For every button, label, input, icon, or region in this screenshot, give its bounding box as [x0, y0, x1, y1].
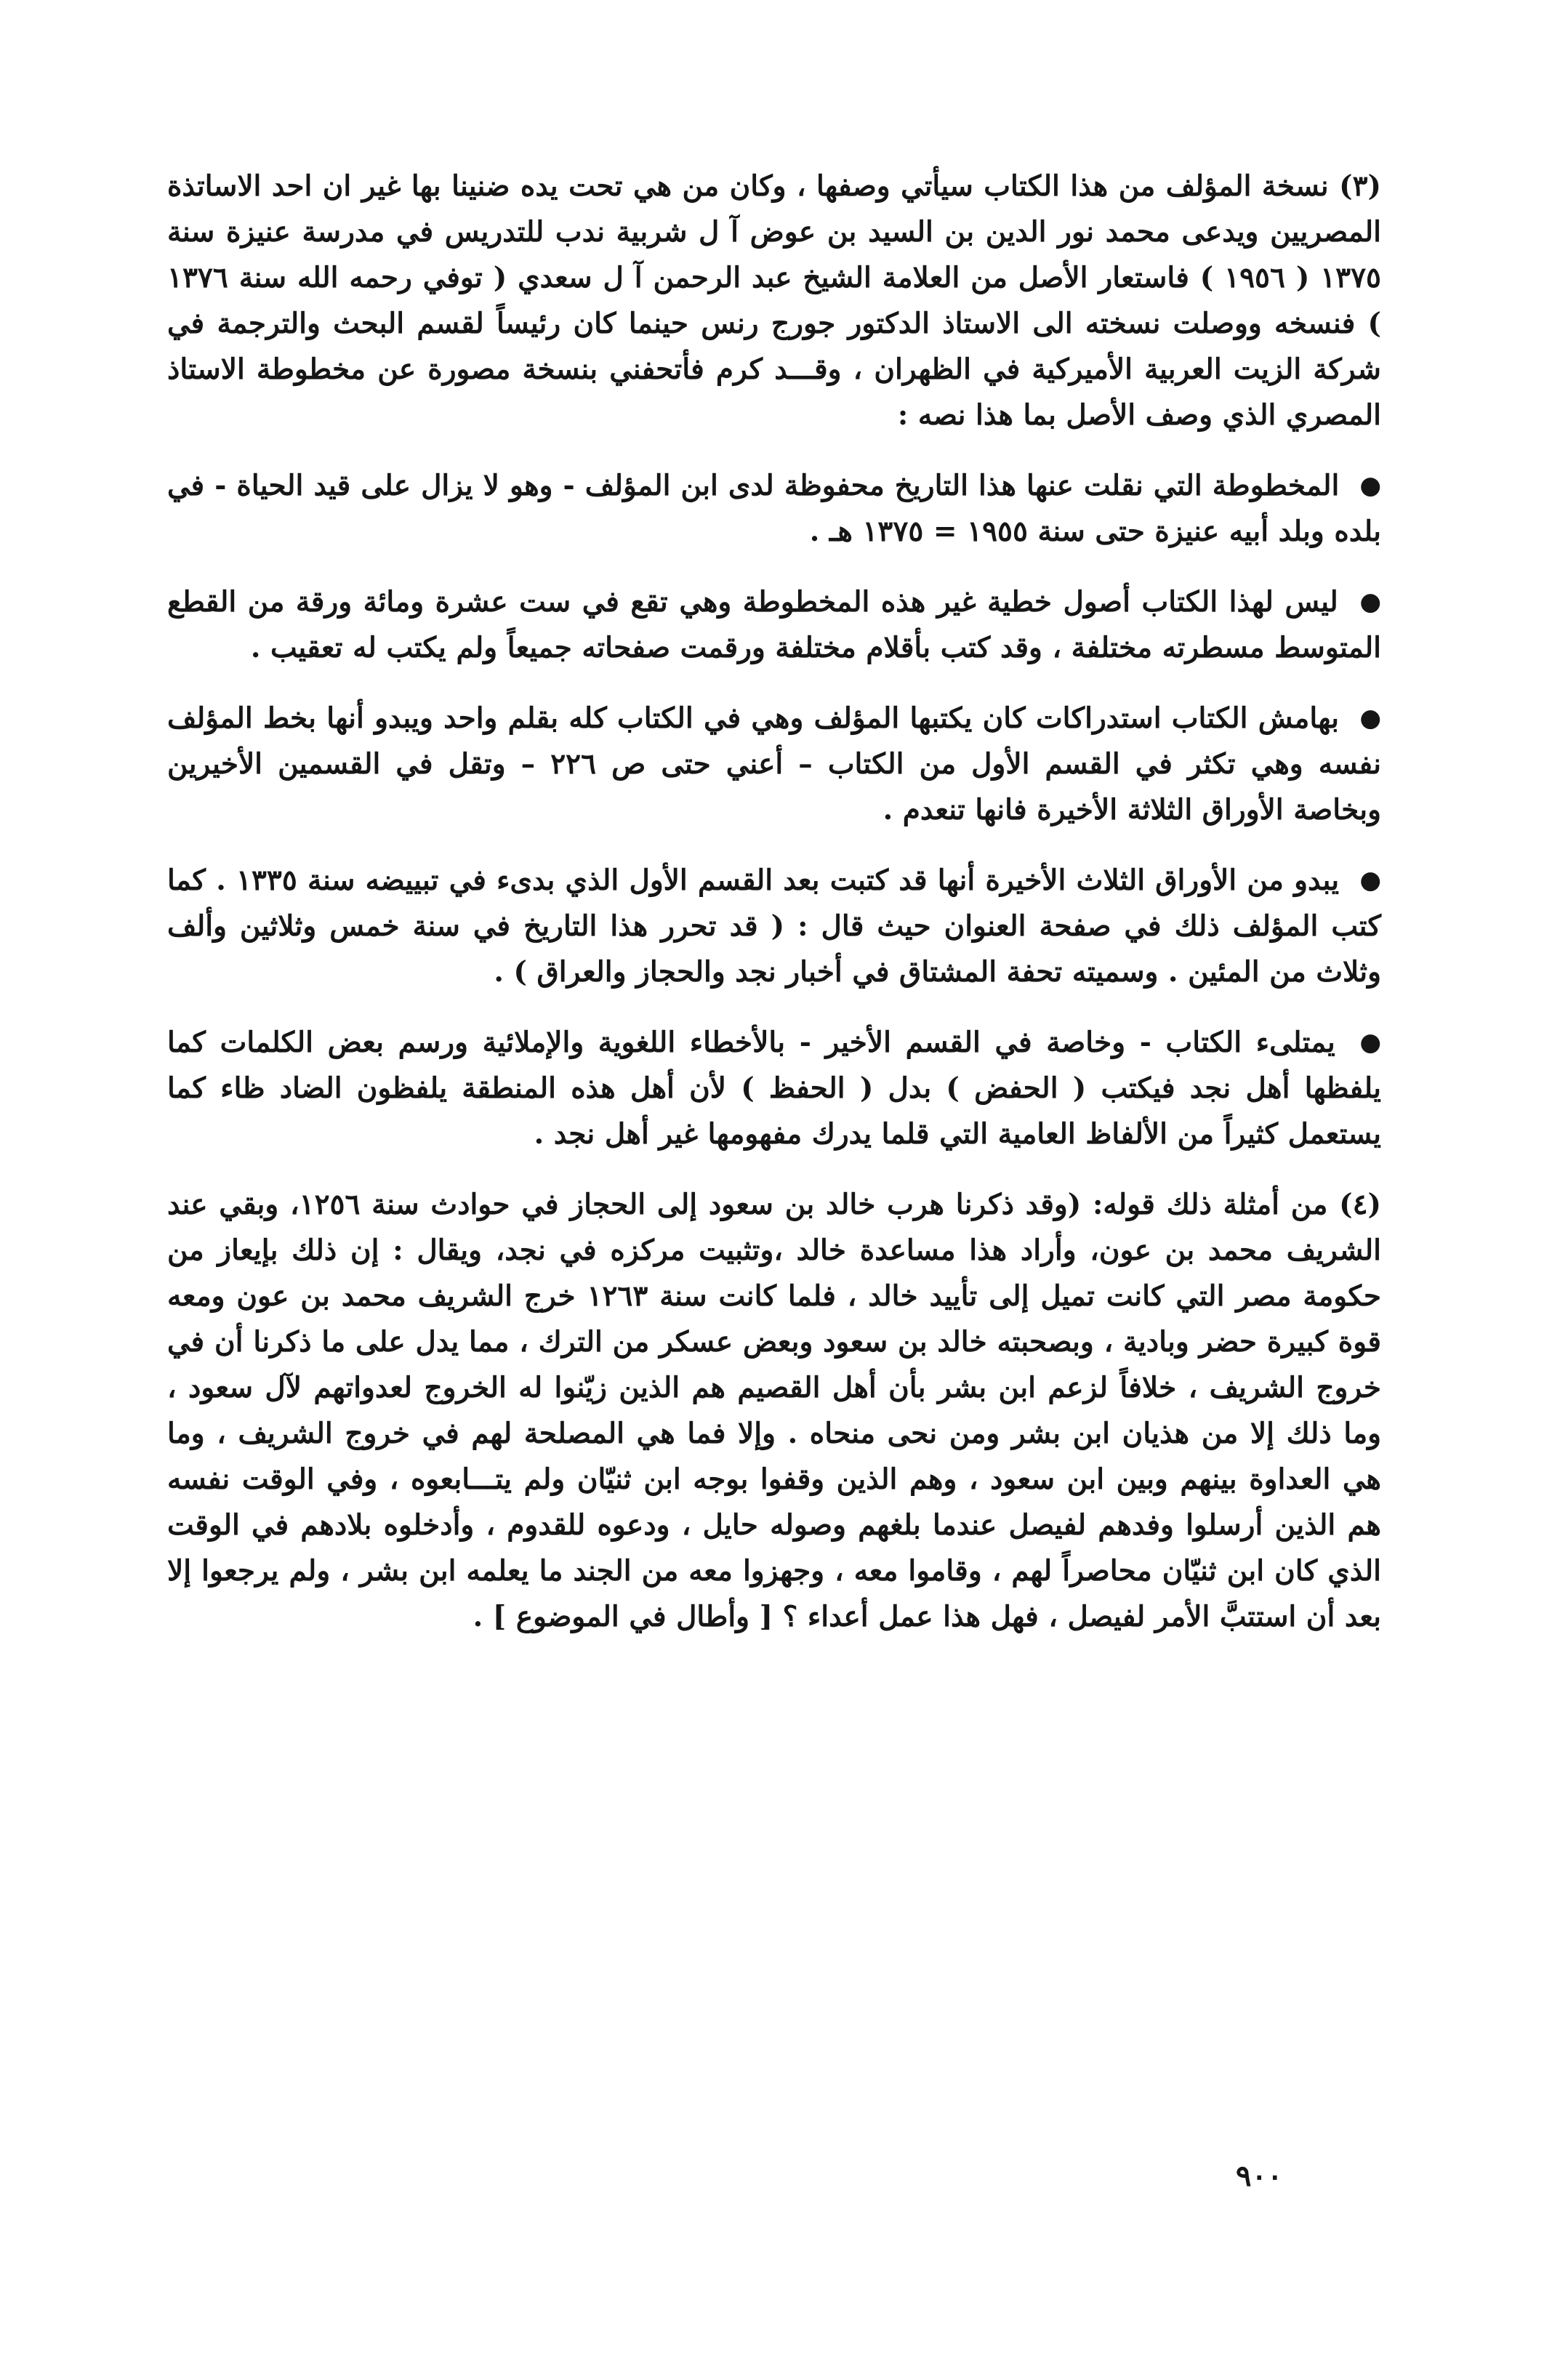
- bullet-icon: ●: [1359, 704, 1381, 733]
- paragraph-text: يمتلىء الكتاب - وخاصة في القسم الأخير - بالأخطاء اللغوية والإملائية ورسم بعض الكلمات كما يلفظها أهل نجد فيكتب ( الحفض ) بدل ( الحفظ ) لأن أهل هذه المنطقة يلفظون الضاد ظاء كما يستعمل كثيراً من الألفاظ العامية التي قلما يدرك مفهومها غير أهل نجد .: [167, 1026, 1381, 1151]
- paragraph-text: المخطوطة التي نقلت عنها هذا التاريخ محفوظة لدى ابن المؤلف - وهو لا يزال على قيد الحياة - في بلده وبلد أبيه عنيزة حتى سنة ١٩٥٥ = ١٣٧٥ هـ .: [167, 469, 1381, 548]
- page-number: ٩٠٠: [1236, 2159, 1283, 2193]
- bullet-icon: ●: [1359, 587, 1381, 616]
- bullet-paragraph: [167, 696, 1381, 833]
- document-page: [167, 164, 1381, 2272]
- paragraph-text: ليس لهذا الكتاب أصول خطية غير هذه المخطوطة وهي تقع في ست عشرة ومائة ورقة من القطع المتوسط مسطرته مختلفة ، وقد كتب بأقلام مختلفة ورقمت صفحاته جميعاً ولم يكتب له تعقيب .: [167, 585, 1381, 664]
- bullet-paragraph: [167, 579, 1381, 671]
- bullet-icon: ●: [1359, 471, 1381, 500]
- paragraph-text: يبدو من الأوراق الثلاث الأخيرة أنها قد كتبت بعد القسم الأول الذي بدىء في تبييضه سنة ١٣٣٥ . كما كتب المؤلف ذلك في صفحة العنوان حيث قال : ( قد تحرر هذا التاريخ في سنة خمس وثلاثين وألف وثلاث من المئين . وسميته تحفة المشتاق في أخبار نجد والحجاز والعراق ) .: [167, 864, 1381, 989]
- bullet-paragraph: [167, 463, 1381, 555]
- paragraph-note-4: [167, 1182, 1381, 1640]
- bullet-icon: ●: [1359, 1028, 1382, 1057]
- paragraph-text: (٣) نسخة المؤلف من هذا الكتاب سيأتي وصفها ، وكان من هي تحت يده ضنينا بها غير ان احد الاساتذة المصريين ويدعى محمد نور الدين بن السيد بن عوض آ ل شربية ندب للتدريس في مدرسة عنيزة سنة ١٣٧٥ ( ١٩٥٦ ) فاستعار الأصل من العلامة الشيخ عبد الرحمن آ ل سعدي ( توفي رحمه الله سنة ١٣٧٦ ) فنسخه ووصلت نسخته الى الاستاذ الدكتور جورج رنس حينما كان رئيساً لقسم البحث والترجمة في شركة الزيت العربية الأميركية في الظهران ، وقـــد كرم فأتحفني بنسخة مصورة عن مخطوطة الاستاذ المصري الذي وصف الأصل بما هذا نصه :: [167, 169, 1381, 432]
- bullet-icon: ●: [1359, 866, 1381, 895]
- paragraph-text: (٤) من أمثلة ذلك قوله: (وقد ذكرنا هرب خالد بن سعود إلى الحجاز في حوادث سنة ١٢٥٦، وبقي عند الشريف محمد بن عون، وأراد هذا مساعدة خالد ،وتثبيت مركزه في نجد، ويقال : إن ذلك بإيعاز من حكومة مصر التي كانت تميل إلى تأييد خالد ، فلما كانت سنة ١٢٦٣ خرج الشريف محمد بن عون ومعه قوة كبيرة حضر وبادية ، وبصحبته خالد بن سعود وبعض عسكر من الترك ، مما يدل على ما ذكرنا أن في خروج الشريف ، خلافاً لزعم ابن بشر بأن أهل القصيم هم الذين زيّنوا له الخروج لعدواتهم لآل سعود ، وما ذلك إلا من هذيان ابن بشر ومن نحى منحاه . وإلا فما هي المصلحة لهم في خروج الشريف ، وما هي العداوة بينهم وبين ابن سعود ، وهم الذين وقفوا بوجه ابن ثنيّان ولم يتـــابعوه ، وفي الوقت نفسه هم الذين أرسلوا وفدهم لفيصل عندما بلغهم وصوله حايل ، ودعوه للقدوم ، وأدخلوه بلادهم في الوقت الذي كان ابن ثنيّان محاصراً لهم ، وقاموا معه ، وجهزوا معه من الجند ما يعلمه ابن بشر ، ولم يرجعوا إلا بعد أن استتبَّ الأمر لفيصل ، فهل هذا عمل أعداء ؟ [ وأطال في الموضوع ] .: [167, 1188, 1382, 1633]
- bullet-paragraph: [167, 858, 1381, 995]
- bullet-paragraph: [167, 1020, 1381, 1157]
- paragraph-note-3: [167, 164, 1381, 438]
- paragraph-text: بهامش الكتاب استدراكات كان يكتبها المؤلف وهي في الكتاب كله بقلم واحد ويبدو أنها بخط المؤلف نفسه وهي تكثر في القسم الأول من الكتاب – أعني حتى ص ٢٢٦ – وتقل في القسمين الأخيرين وبخاصة الأوراق الثلاثة الأخيرة فانها تنعدم .: [167, 701, 1381, 826]
